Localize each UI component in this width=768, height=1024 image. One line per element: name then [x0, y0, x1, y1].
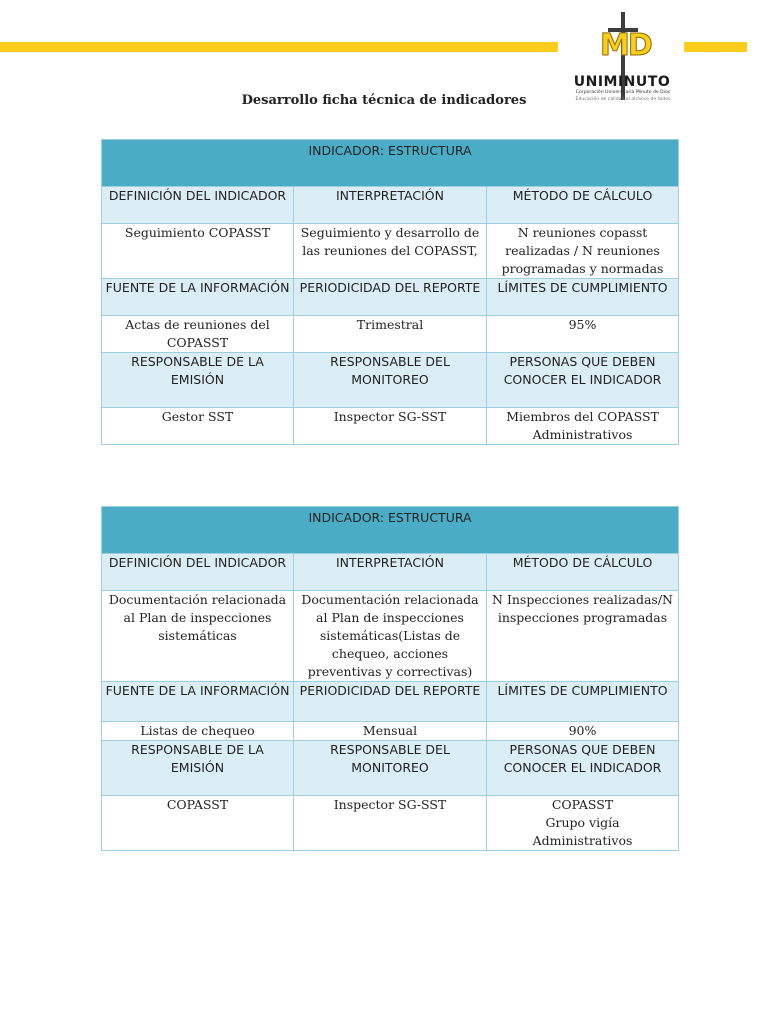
value-interpretacion: Seguimiento y desarrollo de las reuniones del COPASST,	[294, 224, 487, 279]
header-metodo: MÉTODO DE CÁLCULO	[487, 554, 679, 591]
header-responsable-emision: RESPONSABLE DE LA EMISIÓN	[102, 741, 294, 796]
value-responsable-monitoreo: Inspector SG-SST	[294, 408, 487, 445]
value-metodo: N Inspecciones realizadas/N inspecciones programadas	[487, 591, 679, 682]
header-periodicidad: PERIODICIDAD DEL REPORTE	[294, 279, 487, 316]
value-responsable-emision: COPASST	[102, 796, 294, 851]
header-responsable-monitoreo: RESPONSABLE DEL MONITOREO	[294, 353, 487, 408]
value-interpretacion: Documentación relacionada al Plan de inspecciones sistemáticas(Listas de chequeo, acciones preventivas y correctivas)	[294, 591, 487, 682]
header-limites: LÍMITES DE CUMPLIMIENTO	[487, 279, 679, 316]
indicator-banner: INDICADOR: ESTRUCTURA	[102, 140, 679, 187]
uniminuto-logo	[556, 10, 688, 105]
header-responsable-monitoreo: RESPONSABLE DEL MONITOREO	[294, 741, 487, 796]
indicator-banner: INDICADOR: ESTRUCTURA	[102, 507, 679, 554]
header-responsable-emision: RESPONSABLE DE LA EMISIÓN	[102, 353, 294, 408]
value-responsable-emision: Gestor SST	[102, 408, 294, 445]
header-yellow-bar-left	[0, 42, 558, 52]
header-interpretacion: INTERPRETACIÓN	[294, 187, 487, 224]
header-limites: LÍMITES DE CUMPLIMIENTO	[487, 682, 679, 722]
header-yellow-bar-right	[684, 42, 747, 52]
header-personas: PERSONAS QUE DEBEN CONOCER EL INDICADOR	[487, 353, 679, 408]
header-fuente: FUENTE DE LA INFORMACIÓN	[102, 682, 294, 722]
header-interpretacion: INTERPRETACIÓN	[294, 554, 487, 591]
value-limites: 90%	[487, 722, 679, 741]
value-personas: Miembros del COPASST Administrativos	[487, 408, 679, 445]
value-definicion: Documentación relacionada al Plan de inspecciones sistemáticas	[102, 591, 294, 682]
logo-subtitle: Corporación Universitaria Minuto de Dios	[575, 90, 671, 95]
value-metodo: N reuniones copasst realizadas / N reuniones programadas y normadas	[487, 224, 679, 279]
value-fuente: Actas de reuniones del COPASST	[102, 316, 294, 353]
value-fuente: Listas de chequeo	[102, 722, 294, 741]
header-definicion: DEFINICIÓN DEL INDICADOR	[102, 187, 294, 224]
value-personas: COPASST Grupo vigía Administrativos	[487, 796, 679, 851]
document-title: Desarrollo ficha técnica de indicadores	[241, 93, 527, 108]
value-limites: 95%	[487, 316, 679, 353]
value-periodicidad: Mensual	[294, 722, 487, 741]
header-periodicidad: PERIODICIDAD DEL REPORTE	[294, 682, 487, 722]
logo-tagline: Educación de calidad al alcance de todos	[575, 97, 671, 102]
header-metodo: MÉTODO DE CÁLCULO	[487, 187, 679, 224]
header-personas: PERSONAS QUE DEBEN CONOCER EL INDICADOR	[487, 741, 679, 796]
value-periodicidad: Trimestral	[294, 316, 487, 353]
value-responsable-monitoreo: Inspector SG-SST	[294, 796, 487, 851]
indicator-table-2	[101, 506, 679, 851]
logo-brand: UNIMINUTO	[573, 74, 671, 90]
indicator-table-1	[101, 139, 679, 445]
logo-md-mark: MD	[600, 28, 651, 63]
value-definicion: Seguimiento COPASST	[102, 224, 294, 279]
header-definicion: DEFINICIÓN DEL INDICADOR	[102, 554, 294, 591]
header-fuente: FUENTE DE LA INFORMACIÓN	[102, 279, 294, 316]
